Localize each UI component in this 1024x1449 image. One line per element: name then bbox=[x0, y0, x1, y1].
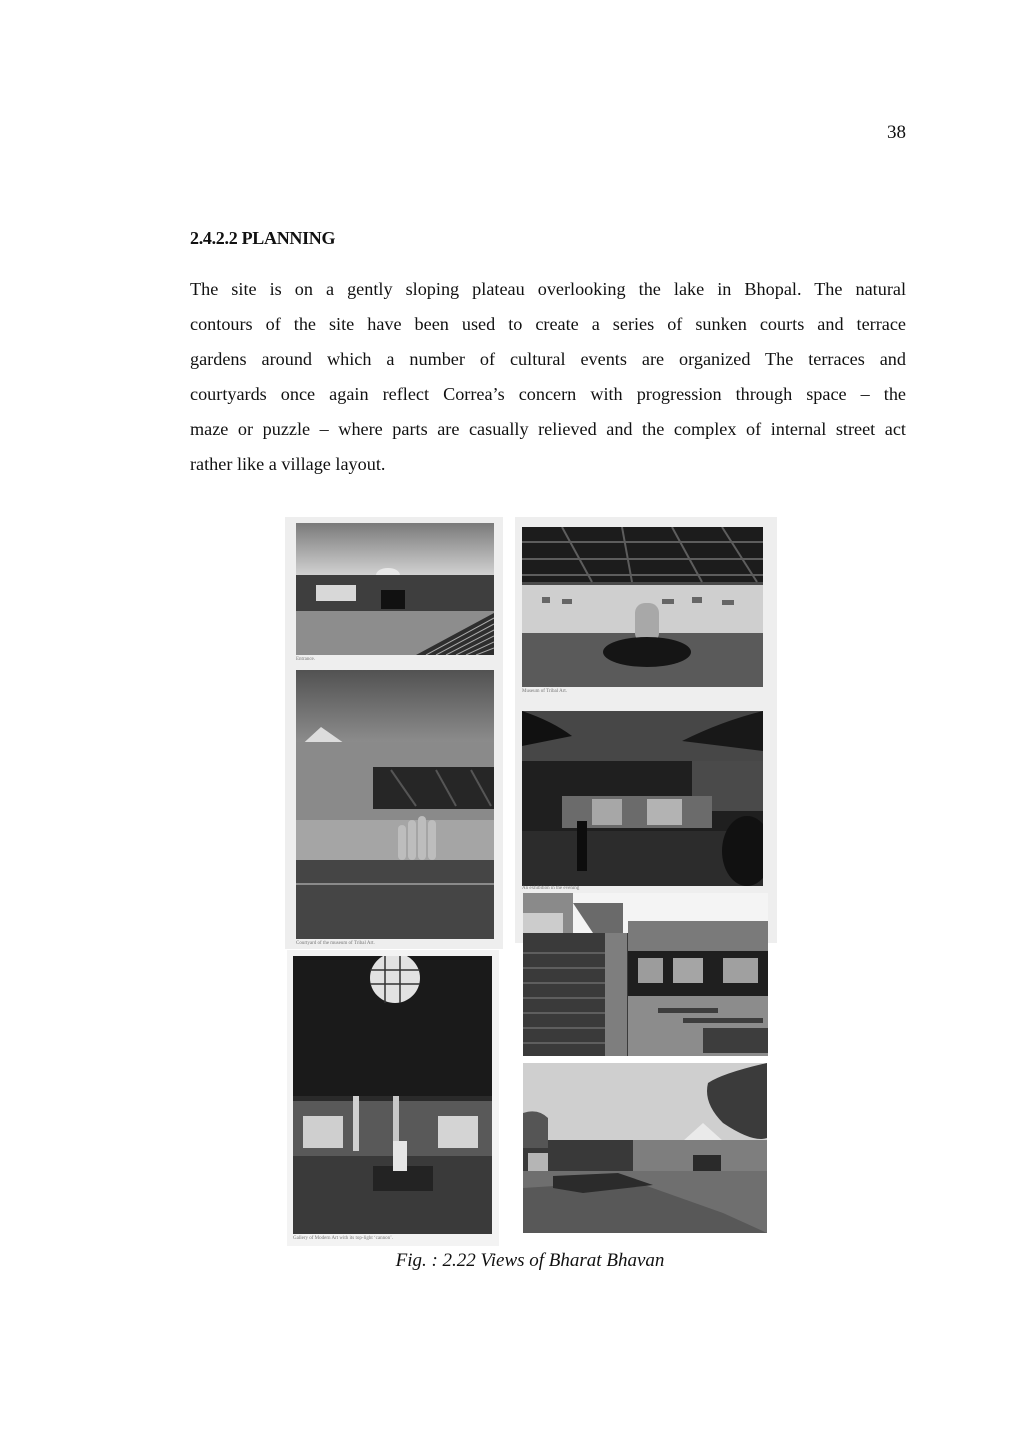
body-paragraph bbox=[190, 272, 906, 482]
photo-museum-tribal-art bbox=[522, 527, 763, 687]
photo-courtyard-tribal-art bbox=[296, 670, 494, 939]
photo-sunken-court bbox=[523, 1063, 767, 1233]
paragraph-line: maze or puzzle – where parts are casually relieved and the complex of internal street act bbox=[190, 419, 906, 439]
page-number: 38 bbox=[887, 122, 906, 143]
figure-caption: Fig. : 2.22 Views of Bharat Bhavan bbox=[395, 1250, 665, 1271]
gallery-modern-art-image bbox=[293, 956, 492, 1234]
photo-entrance bbox=[296, 523, 494, 655]
paragraph-line: rather like a village layout. bbox=[190, 454, 386, 474]
photo-caption-gallery-modern-art: Gallery of Modern Art with its top-light ‘cannon’. bbox=[293, 1236, 393, 1241]
paragraph-line: gardens around which a number of cultural events are organized The terraces and bbox=[190, 349, 906, 369]
sunken-court-image bbox=[523, 1063, 767, 1233]
exhibition-evening-image bbox=[522, 711, 763, 886]
museum-tribal-art-image bbox=[522, 527, 763, 687]
courtyard-tribal-art-image bbox=[296, 670, 494, 939]
photo-caption-entrance: Entrance. bbox=[296, 657, 316, 662]
entrance-image bbox=[296, 523, 494, 655]
paragraph-line: courtyards once again reflect Correa’s concern with progression through space – the bbox=[190, 384, 906, 404]
paragraph-line: contours of the site have been used to create a series of sunken courts and terrace bbox=[190, 314, 906, 334]
paragraph-line: The site is on a gently sloping plateau overlooking the lake in Bhopal. The natural bbox=[190, 279, 906, 299]
stairs-gallery-image bbox=[523, 893, 768, 1056]
photo-caption-museum-tribal-art: Museum of Tribal Art. bbox=[522, 689, 568, 694]
section-heading: 2.4.2.2 PLANNING bbox=[190, 228, 336, 248]
photo-gallery-modern-art bbox=[293, 956, 492, 1234]
photo-caption-exhibition-evening: An exhibition in the evening bbox=[522, 886, 580, 891]
photo-stairs-gallery bbox=[523, 893, 768, 1056]
photo-caption-courtyard-tribal-art: Courtyard of the museum of Tribal Art. bbox=[296, 941, 375, 946]
photo-exhibition-evening bbox=[522, 711, 763, 886]
